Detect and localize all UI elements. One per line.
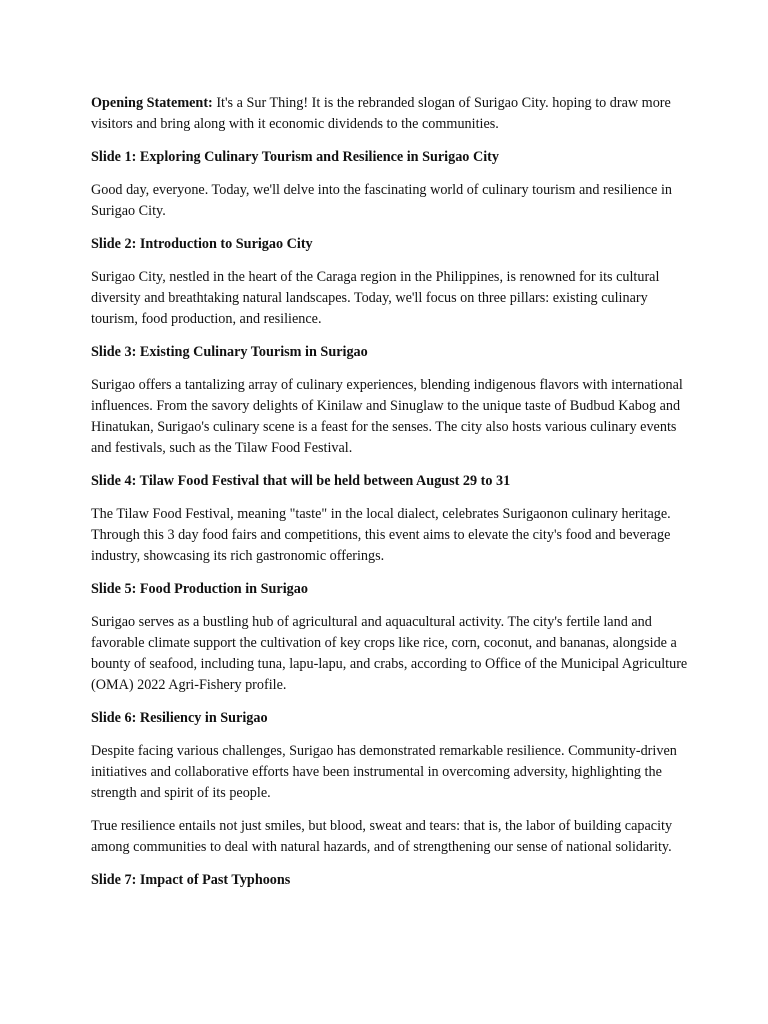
opening-statement-text: It's a Sur Thing! It is the rebranded slogan of Surigao City. hoping to draw more visitors and bring along with it economic dividends to the communities. xyxy=(91,95,671,132)
slide-5-paragraph: Surigao serves as a bustling hub of agricultural and aquacultural activity. The city's fertile land and favorable climate support the cultivation of key crops like rice, corn, coconut, and bananas, alongside a bounty of seafood, including tuna, lapu-lapu, and crabs, according to Office of the Municipal Agriculture (OMA) 2022 Agri-Fishery profile. xyxy=(91,614,688,693)
slide-4-heading: Slide 4: Tilaw Food Festival that will be held between August 29 to 31 xyxy=(91,473,511,489)
opening-statement-label: Opening Statement: xyxy=(91,95,213,111)
slide-6-paragraph-1: Despite facing various challenges, Surigao has demonstrated remarkable resilience. Community-driven initiatives and collaborative efforts have been instrumental in overcoming adversity, highlighting the strength and spirit of its people. xyxy=(91,743,677,801)
slide-5-heading: Slide 5: Food Production in Surigao xyxy=(91,581,308,597)
slide-1-paragraph: Good day, everyone. Today, we'll delve into the fascinating world of culinary tourism and resilience in Surigao City. xyxy=(91,182,672,219)
slide-3-paragraph: Surigao offers a tantalizing array of culinary experiences, blending indigenous flavors with international influences. From the savory delights of Kinilaw and Sinuglaw to the unique taste of Budbud Kabog and Hinatukan, Surigao's culinary scene is a feast for the senses. The city also hosts various culinary events and festivals, such as the Tilaw Food Festival. xyxy=(91,377,683,456)
slide-3-heading: Slide 3: Existing Culinary Tourism in Surigao xyxy=(91,344,368,360)
document-body xyxy=(91,93,691,903)
slide-6-paragraph-2: True resilience entails not just smiles, but blood, sweat and tears: that is, the labor of building capacity among communities to deal with natural hazards, and of strengthening our sense of national solidarity. xyxy=(91,818,673,855)
slide-2-heading: Slide 2: Introduction to Surigao City xyxy=(91,236,313,252)
slide-2-paragraph: Surigao City, nestled in the heart of the Caraga region in the Philippines, is renowned for its cultural diversity and breathtaking natural landscapes. Today, we'll focus on three pillars: existing culinary tourism, food production, and resilience. xyxy=(91,269,660,327)
opening-statement xyxy=(91,93,691,135)
slide-4-paragraph: The Tilaw Food Festival, meaning "taste" in the local dialect, celebrates Surigaonon culinary heritage. Through this 3 day food fairs and competitions, this event aims to elevate the city's food and beverage industry, showcasing its rich gastronomic offerings. xyxy=(91,506,671,564)
slide-7-heading: Slide 7: Impact of Past Typhoons xyxy=(91,872,291,888)
slide-6-heading: Slide 6: Resiliency in Surigao xyxy=(91,710,268,726)
slide-1-heading: Slide 1: Exploring Culinary Tourism and Resilience in Surigao City xyxy=(91,149,499,165)
